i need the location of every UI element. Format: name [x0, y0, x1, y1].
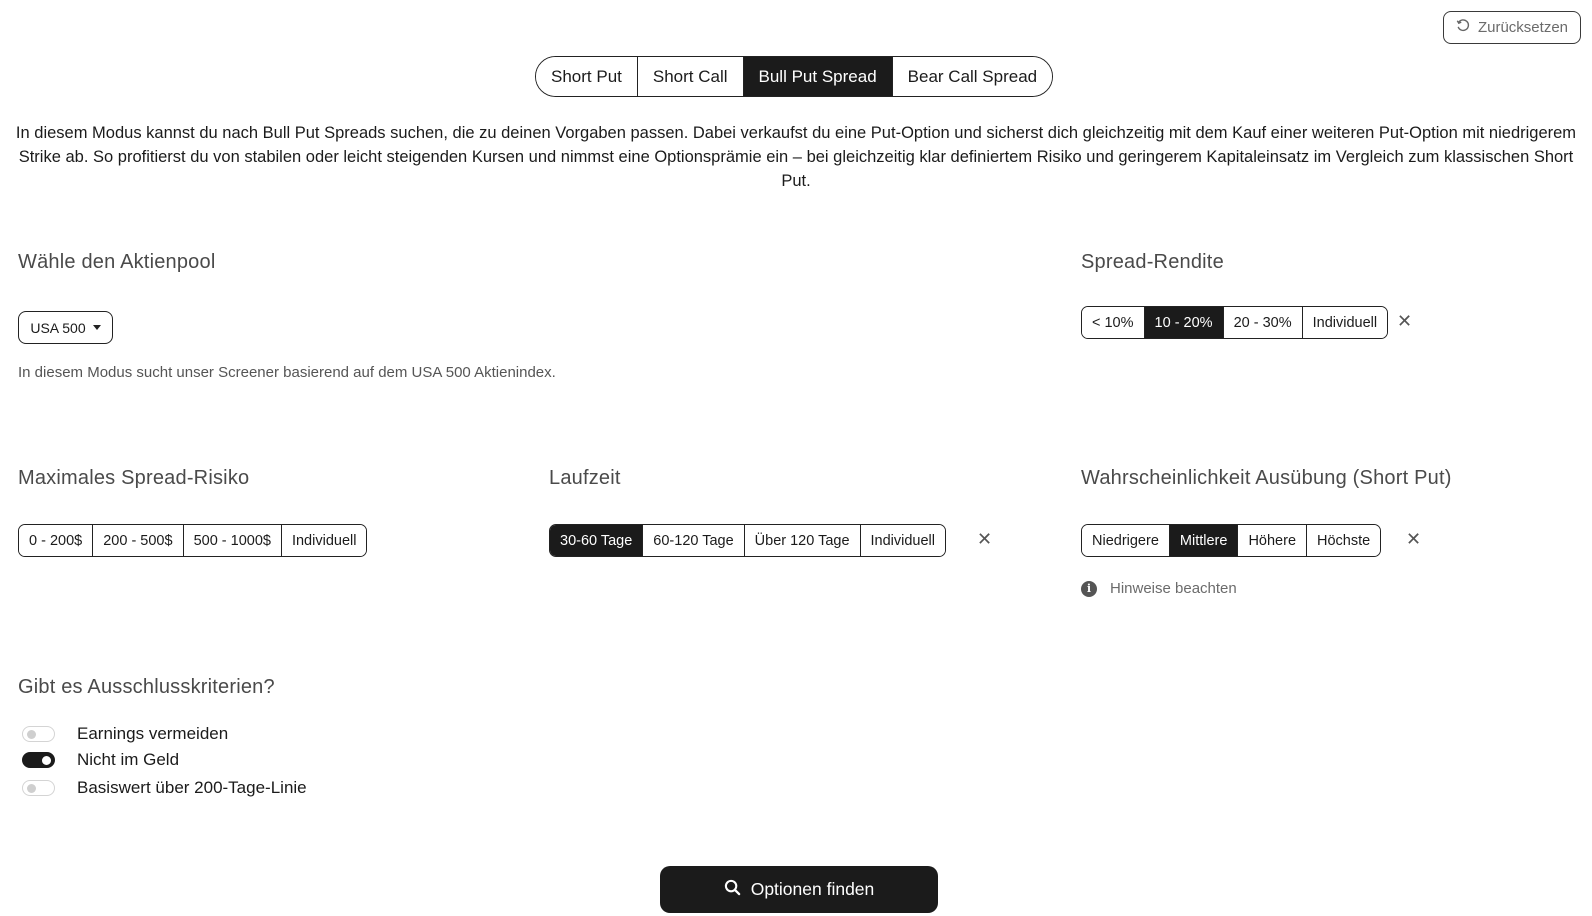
- spread-return-option[interactable]: Individuell: [1303, 307, 1388, 338]
- probability-option[interactable]: Höhere: [1238, 525, 1307, 556]
- exclusion-earnings: [22, 724, 228, 744]
- find-options-button[interactable]: [660, 866, 938, 913]
- toggle-knob: [27, 730, 36, 739]
- exclusion-not-itm: [22, 750, 179, 770]
- exclusion-label: Nicht im Geld: [77, 750, 180, 769]
- toggle-switch[interactable]: [22, 726, 55, 742]
- toggle-switch[interactable]: [22, 752, 55, 768]
- search-icon: [724, 879, 741, 901]
- toggle-switch[interactable]: [22, 780, 55, 796]
- stock-pool-helper: In diesem Modus sucht unser Screener basierend auf dem USA 500 Aktienindex.: [18, 364, 556, 381]
- max-risk-option[interactable]: 500 - 1000$: [184, 525, 282, 556]
- stock-pool-dropdown[interactable]: [18, 311, 113, 344]
- tab-bull-put-spread[interactable]: Bull Put Spread: [744, 57, 893, 96]
- probability-option[interactable]: Niedrigere: [1082, 525, 1170, 556]
- max-risk-option[interactable]: 0 - 200$: [19, 525, 93, 556]
- spread-return-options: [1081, 306, 1388, 339]
- duration-options: [549, 524, 946, 557]
- max-risk-title: Maximales Spread-Risiko: [18, 467, 250, 489]
- close-icon[interactable]: ✕: [1397, 311, 1413, 331]
- mode-tabs: [535, 56, 1053, 97]
- duration-option[interactable]: Individuell: [861, 525, 946, 556]
- duration-option[interactable]: 60-120 Tage: [643, 525, 744, 556]
- stock-pool-value: USA 500: [30, 319, 86, 336]
- reset-label: Zurücksetzen: [1477, 19, 1569, 36]
- duration-option[interactable]: Über 120 Tage: [745, 525, 861, 556]
- max-risk-options: [18, 524, 367, 557]
- spread-return-option[interactable]: < 10%: [1082, 307, 1145, 338]
- tab-bear-call-spread[interactable]: Bear Call Spread: [893, 57, 1052, 96]
- rotate-ccw-icon: [1456, 19, 1470, 37]
- find-options-label: Optionen finden: [750, 879, 875, 899]
- tab-short-call[interactable]: Short Call: [638, 57, 744, 96]
- probability-options: [1081, 524, 1381, 557]
- probability-option[interactable]: Mittlere: [1170, 525, 1239, 556]
- hint-label: Hinweise beachten: [1110, 580, 1237, 597]
- duration-title: Laufzeit: [549, 467, 621, 489]
- close-icon[interactable]: ✕: [977, 529, 993, 549]
- exclusion-200-day-line: [22, 778, 307, 798]
- exclusions-title: Gibt es Ausschlusskriterien?: [18, 676, 275, 698]
- max-risk-option[interactable]: 200 - 500$: [93, 525, 183, 556]
- toggle-knob: [27, 784, 36, 793]
- hint-link[interactable]: [1081, 580, 1237, 597]
- spread-return-option[interactable]: 10 - 20%: [1145, 307, 1224, 338]
- probability-title: Wahrscheinlichkeit Ausübung (Short Put): [1081, 467, 1452, 489]
- tab-short-put[interactable]: Short Put: [536, 57, 638, 96]
- probability-option[interactable]: Höchste: [1307, 525, 1380, 556]
- info-icon: i: [1081, 581, 1097, 597]
- caret-down-icon: [93, 325, 101, 330]
- duration-option[interactable]: 30-60 Tage: [550, 525, 643, 556]
- close-icon[interactable]: ✕: [1406, 529, 1422, 549]
- stock-pool-title: Wähle den Aktienpool: [18, 251, 216, 273]
- reset-button[interactable]: [1443, 11, 1581, 44]
- toggle-knob: [42, 756, 51, 765]
- exclusion-label: Basiswert über 200-Tage-Linie: [77, 778, 307, 797]
- spread-return-title: Spread-Rendite: [1081, 251, 1224, 273]
- exclusion-label: Earnings vermeiden: [77, 724, 229, 743]
- mode-description: In diesem Modus kannst du nach Bull Put Spreads suchen, die zu deinen Vorgaben passen. Dabei verkaufst du eine Put-Option und sicherst dich gleichzeitig mit dem Kauf einer weiteren Put-Option mit niedrigerem Strike ab. So profitierst du von stabilen oder leicht steigenden Kursen und nimmst eine Optionsprämie ein – bei gleichzeitig klar definiertem Risiko und geringerem Kapitaleinsatz im Vergleich zum klassischen Short Put.: [15, 124, 1577, 190]
- spread-return-option[interactable]: 20 - 30%: [1224, 307, 1303, 338]
- max-risk-option[interactable]: Individuell: [282, 525, 367, 556]
